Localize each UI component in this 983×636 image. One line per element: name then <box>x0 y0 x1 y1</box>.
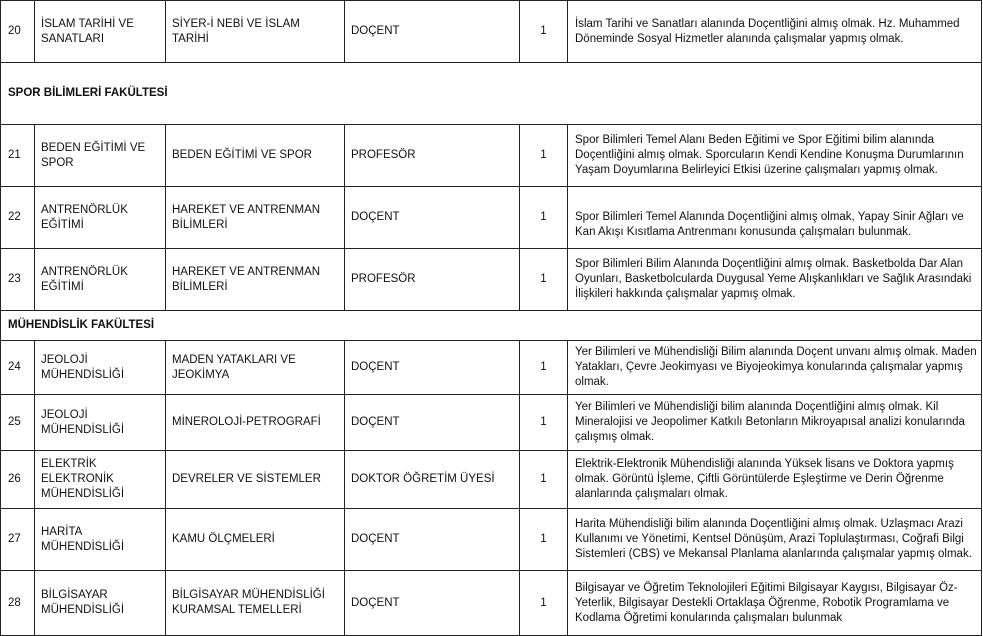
row-number: 21 <box>1 125 35 187</box>
description-cell: Yer Bilimleri ve Mühendisliği Bilim alanında Doçent unvanı almış olmak. Maden Yatakları, Çevre Jeokimyası ve Biyojeokimya konularında çalışmalar yapmış olmak. <box>568 341 982 395</box>
table-row <box>1 125 982 187</box>
count-cell: 1 <box>520 341 568 395</box>
table-row <box>1 187 982 249</box>
faculty-cell: BEDEN EĞİTİMİ VE SPOR <box>35 125 166 187</box>
description-cell: Spor Bilimleri Bilim Alanında Doçentliğini almış olmak. Basketbolda Dar Alan Oyunları, Basketbolcularda Duygusal Yeme Alışkanlıkları ve Sağlık Arasındaki İlişkileri hakkında çalışmalar yapmış olmak. <box>568 249 982 311</box>
section-row <box>1 63 982 125</box>
faculty-cell: JEOLOJİ MÜHENDİSLİĞİ <box>35 395 166 451</box>
count-cell: 1 <box>520 249 568 311</box>
department-cell: BEDEN EĞİTİMİ VE SPOR <box>166 125 345 187</box>
title-cell: DOÇENT <box>345 1 520 63</box>
row-number: 24 <box>1 341 35 395</box>
section-heading: SPOR BİLİMLERİ FAKÜLTESİ <box>1 63 982 125</box>
table-row <box>1 451 982 509</box>
count-cell: 1 <box>520 125 568 187</box>
row-number: 28 <box>1 571 35 636</box>
description-cell: Spor Bilimleri Temel Alanı Beden Eğitimi ve Spor Eğitimi bilim alanında Doçentliğini almış olmak. Sporcuların Kendi Kendine Konuşma Durumlarının Yaşam Doyumlarına Belirleyici Etkisi üzerine çalışmaları yapmış olmak. <box>568 125 982 187</box>
table-row <box>1 395 982 451</box>
row-number: 26 <box>1 451 35 509</box>
department-cell: MİNEROLOJİ-PETROGRAFİ <box>166 395 345 451</box>
department-cell: HAREKET VE ANTRENMAN BİLİMLERİ <box>166 249 345 311</box>
description-cell: İslam Tarihi ve Sanatları alanında Doçentliğini almış olmak. Hz. Muhammed Döneminde Sosyal Hizmetler alanında çalışmalar yapmış olmak. <box>568 1 982 63</box>
title-cell: DOÇENT <box>345 187 520 249</box>
table-row <box>1 249 982 311</box>
department-cell: BİLGİSAYAR MÜHENDİSLİĞİ KURAMSAL TEMELLERİ <box>166 571 345 636</box>
row-number: 20 <box>1 1 35 63</box>
department-cell: DEVRELER VE SİSTEMLER <box>166 451 345 509</box>
description-cell: Elektrik-Elektronik Mühendisliği alanında Yüksek lisans ve Doktora yapmış olmak. Görüntü İşleme, Çiftli Görüntülerde Eşleştirme ve Derin Öğrenme alanlarında çalışmaları olmak. <box>568 451 982 509</box>
table-row <box>1 509 982 571</box>
description-cell: Harita Mühendisliği bilim alanında Doçentliğini almış olmak. Uzlaşmacı Arazi Kullanımı ve Yönetimi, Kentsel Dönüşüm, Arazi Toplulaştırması, Coğrafi Bilgi Sistemleri (CBS) ve Mekansal Planlama alanlarında çalışmalar yapmış olmak. <box>568 509 982 571</box>
department-cell: KAMU ÖLÇMELERİ <box>166 509 345 571</box>
faculty-cell: HARİTA MÜHENDİSLİĞİ <box>35 509 166 571</box>
count-cell: 1 <box>520 187 568 249</box>
title-cell: DOÇENT <box>345 341 520 395</box>
faculty-cell: ANTRENÖRLÜK EĞİTİMİ <box>35 187 166 249</box>
faculty-cell: İSLAM TARİHİ VE SANATLARI <box>35 1 166 63</box>
section-heading: MÜHENDİSLİK FAKÜLTESİ <box>1 311 982 341</box>
title-cell: DOKTOR ÖĞRETİM ÜYESİ <box>345 451 520 509</box>
title-cell: PROFESÖR <box>345 249 520 311</box>
table-row <box>1 1 982 63</box>
faculty-cell: BİLGİSAYAR MÜHENDİSLİĞİ <box>35 571 166 636</box>
faculty-cell: ELEKTRİK ELEKTRONİK MÜHENDİSLİĞİ <box>35 451 166 509</box>
title-cell: DOÇENT <box>345 571 520 636</box>
department-cell: HAREKET VE ANTRENMAN BİLİMLERİ <box>166 187 345 249</box>
count-cell: 1 <box>520 395 568 451</box>
section-row <box>1 311 982 341</box>
department-cell: SİYER-İ NEBİ VE İSLAM TARİHİ <box>166 1 345 63</box>
description-cell: Spor Bilimleri Temel Alanında Doçentliğini almış olmak, Yapay Sinir Ağları ve Kan Akışı Kısıtlama Antrenmanı konusunda çalışmaları bulunmak. <box>568 187 982 249</box>
count-cell: 1 <box>520 451 568 509</box>
row-number: 27 <box>1 509 35 571</box>
row-number: 23 <box>1 249 35 311</box>
title-cell: DOÇENT <box>345 509 520 571</box>
row-number: 25 <box>1 395 35 451</box>
department-cell: MADEN YATAKLARI VE JEOKİMYA <box>166 341 345 395</box>
description-cell: Yer Bilimleri ve Mühendisliği bilim alanında Doçentliğini almış olmak. Kil Mineralojisi ve Jeopolimer Katkılı Betonların Mikroyapısal analizi konularında çalışmış olmak. <box>568 395 982 451</box>
table-row <box>1 341 982 395</box>
table-row <box>1 571 982 636</box>
count-cell: 1 <box>520 509 568 571</box>
faculty-cell: JEOLOJİ MÜHENDİSLİĞİ <box>35 341 166 395</box>
row-number: 22 <box>1 187 35 249</box>
title-cell: DOÇENT <box>345 395 520 451</box>
title-cell: PROFESÖR <box>345 125 520 187</box>
count-cell: 1 <box>520 571 568 636</box>
faculty-cell: ANTRENÖRLÜK EĞİTİMİ <box>35 249 166 311</box>
description-cell: Bilgisayar ve Öğretim Teknolojileri Eğitimi Bilgisayar Kaygısı, Bilgisayar Öz-Yeterlik, Bilgisayar Destekli Ortaklaşa Öğrenme, Robotik Programlama ve Kodlama Öğretimi konularında çalışmaları bulunmak <box>568 571 982 636</box>
count-cell: 1 <box>520 1 568 63</box>
